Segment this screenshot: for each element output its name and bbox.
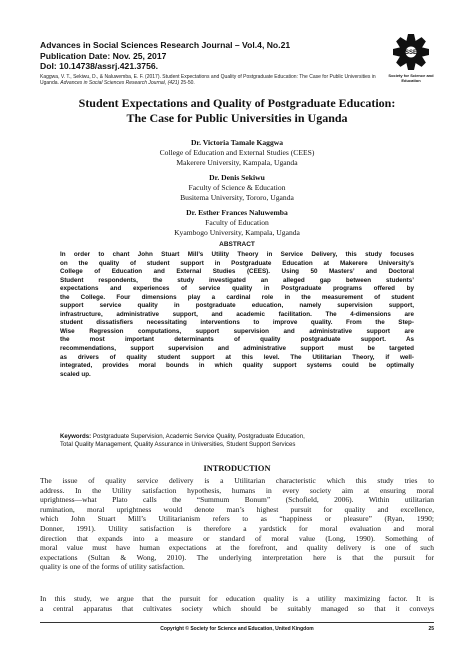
text-line: the most important determinants of quality postgraduate support. As <box>60 336 414 344</box>
text-line: Donner, 1991). Utility satisfaction is therefore a yardstick for moral evaluation and moral <box>40 523 434 533</box>
author-affiliation: Busitema University, Tororo, Uganda <box>180 193 294 202</box>
keywords-text: Postgraduate Supervision, Academic Service Quality, Postgraduate Education, <box>91 433 305 440</box>
publication-date: Publication Date: Nov. 25, 2017 <box>40 50 167 61</box>
citation: Kaggwa, V. T., Sekiwu, D., & Naluwemba, E. F. (2017). Student Expectations and Quality of Postgraduate Education: The Case for Public Universities in Uganda. Advances in Social Sciences Research Journal, (421) 25-50. <box>40 73 376 86</box>
abstract-heading: ABSTRACT <box>219 241 255 248</box>
keywords-label: Keywords: <box>60 433 92 440</box>
text-line: uprightness—what Plato calls the “Summum Bonum” (Schofield, 2006). Within utilitarian <box>40 495 434 505</box>
logo-caption: Society for Science and Education <box>388 73 434 83</box>
text-line: a central apparatus that cultivates society which should be suitably managed so that it conveys <box>40 603 434 613</box>
text-line: quality is one of the forms of utility satisfaction. <box>40 562 185 572</box>
text-line: expectations and experiences of service quality in Postgraduate programs offered by <box>60 285 414 293</box>
text-line: as drivers of quality student support at this level. The Utilitarian Theory, if well- <box>60 353 414 361</box>
author-block <box>60 208 414 238</box>
journal-header <box>40 40 380 86</box>
doi: DoI: 10.14738/assrj.421.3756. <box>40 61 159 71</box>
abstract-text <box>60 251 414 379</box>
author-affiliation: Kyambogo University, Kampala, Uganda <box>174 228 300 237</box>
text-line: direction that expands into a measure or standard of moral value (Long, 1990). Something of <box>40 533 434 543</box>
text-line: support service quality in postgraduate education, namely supervision support, <box>60 302 414 310</box>
author-affiliation: Faculty of Education <box>205 218 269 227</box>
page-number: 25 <box>428 626 434 632</box>
text-line: recommendations, support supervision and administrative support must be targeted <box>60 345 414 353</box>
author-affiliation: College of Education and External Studies (CEES) <box>159 148 315 157</box>
title-line: The Case for Public Universities in Uganda <box>126 111 348 125</box>
title-line: Student Expectations and Quality of Postgraduate Education: <box>78 96 396 110</box>
text-line: scaled up. <box>60 370 91 378</box>
text-line: integrated, provides moral bounds in which quality support systems could be optimally <box>60 362 414 370</box>
author-name: Dr. Denis Sekiwu <box>209 173 265 182</box>
text-line: address. In the Utility satisfaction hypothesis, humans in every society aim at ensuring moral <box>40 485 434 495</box>
text-line: rumination, moral uprightness would denote man’s highest pursuit for quality and excellence, <box>40 504 434 514</box>
paper-title <box>30 96 444 126</box>
introduction-heading: INTRODUCTION <box>203 464 271 473</box>
text-line: In order to chant John Stuart Mill’s Utility Theory in Service Delivery, this study focuses <box>60 251 414 258</box>
introduction-paragraph <box>40 594 434 614</box>
author-affiliation: Faculty of Science & Education <box>188 183 286 192</box>
text-line: Student respondents, the study investigated an alleged gap between students’ <box>60 276 414 284</box>
author-affiliation: Makerere University, Kampala, Uganda <box>176 158 298 167</box>
footer-rule <box>40 622 434 623</box>
text-line: Wise Regression computations, support supervision and administrative support are <box>60 327 414 335</box>
author-name: Dr. Esther Frances Naluwemba <box>186 208 288 217</box>
society-for-science-and-education-logo-icon <box>391 32 431 72</box>
text-line: student dissatisfiers necessitating interventions to improve quality. From the Step- <box>60 319 414 327</box>
text-line: moral value must have human expectations at the forefront, and quality delivery is one of such <box>40 543 434 553</box>
text-line: the College. Four dimensions play a cardinal role in the measurement of student <box>60 293 414 301</box>
journal-name: Advances in Social Sciences Research Journal – Vol.4, No.21 <box>40 40 291 50</box>
keywords <box>60 433 420 449</box>
text-line: In this study, we argue that the pursuit for education quality is a utility maximizing factor. It is <box>40 594 434 603</box>
text-line: expectations (Sultan & Wong, 2010). The underlying interpretation here is that the pursuit for <box>40 552 434 562</box>
society-logo <box>386 32 436 88</box>
author-block <box>60 173 414 203</box>
text-line: on the quality of student support in Postgraduate Education at Makerere University’s <box>60 259 414 267</box>
author-name: Dr. Victoria Tamale Kaggwa <box>190 138 284 147</box>
author-block <box>60 138 414 168</box>
introduction-paragraph <box>40 476 434 591</box>
text-line: College of Education and External Studies (CEES). Using 50 Masters’ and Doctoral <box>60 268 414 276</box>
svg-text:SSE: SSE <box>404 50 418 56</box>
text-line: infrastructure, administrative support, and academic facilitation. The 4-dimensions are <box>60 310 414 318</box>
text-line: which John Stuart Mill’s Utilitarianism refers to as “happiness or pleasure” (Ryan, 1990; <box>40 514 434 524</box>
copyright: Copyright © Society for Science and Education, United Kingdom <box>160 626 314 632</box>
keywords-text: Total Quality Management, Quality Assurance in Universities, Student Support Services <box>60 441 296 449</box>
text-line: The issue of quality service delivery is a Utilitarian characteristic which this study tries to <box>40 476 434 485</box>
